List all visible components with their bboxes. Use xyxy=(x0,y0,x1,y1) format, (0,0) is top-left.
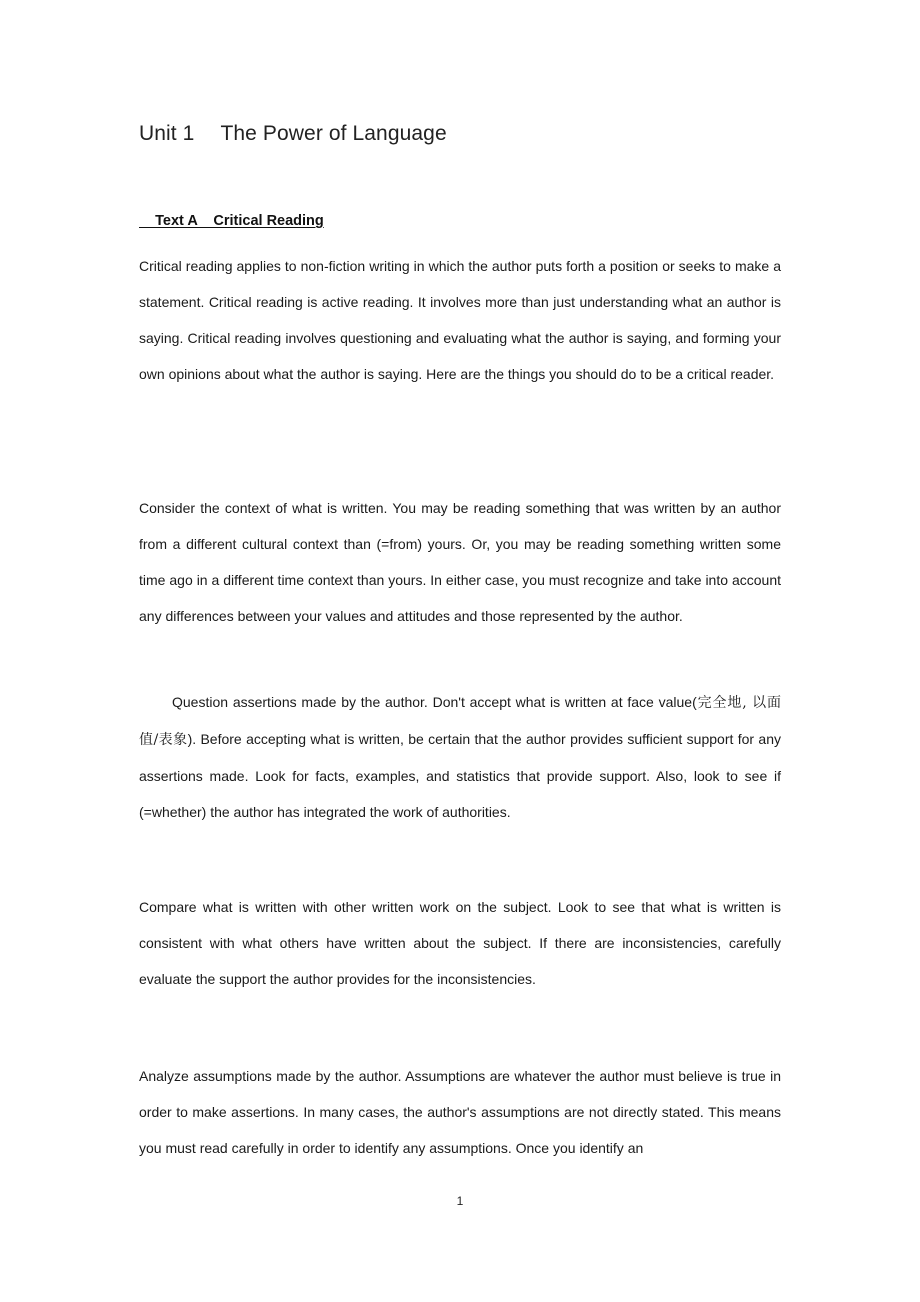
paragraph-analyze: Analyze assumptions made by the author. Assumptions are whatever the author must believe is true in order to make assertions. In many cases, the author's assumptions are not directly stated. This means you must read carefully in order to identify any assumptions. Once you identify an xyxy=(139,1068,781,1156)
paragraph-compare: Compare what is written with other written work on the subject. Look to see that what is written is consistent with what others have written about the subject. If there are inconsistencies, carefully evaluate the support the author provides for the inconsistencies. xyxy=(139,899,781,987)
page-number: 1 xyxy=(456,1194,464,1208)
paragraph-intro: Critical reading applies to non-fiction writing in which the author puts forth a position or seeks to make a statement. Critical reading is active reading. It involves more than just understanding what an author is saying. Critical reading involves questioning and evaluating what the author is saying, and forming your own opinions about what the author is saying. Here are the things you should do to be a critical reader. xyxy=(139,258,781,382)
unit-label: Unit 1 xyxy=(139,122,195,145)
question-rest: ). Before accepting what is written, be certain that the author provides sufficient support for any assertions made. Look for facts, examples, and statistics that provide support. Also, look to see if (=whether) the author has integrated the work of authorities. xyxy=(139,731,781,820)
unit-name: The Power of Language xyxy=(220,122,447,145)
section-heading: Text A Critical Reading xyxy=(139,213,324,229)
paragraph-question xyxy=(139,684,781,830)
paragraph-context: Consider the context of what is written. You may be reading something that was written by an author from a different cultural context than (=from) yours. Or, you may be reading something written some time ago in a different time context than yours. In either case, you must recognize and take into account any differences between your values and attitudes and those represented by the author. xyxy=(139,500,781,624)
question-lead: Question assertions made by the author. Don't accept what is written at face value( xyxy=(172,694,697,710)
unit-title xyxy=(139,122,447,146)
chinese-gloss: 完全地, 以面值/表象 xyxy=(139,695,781,748)
